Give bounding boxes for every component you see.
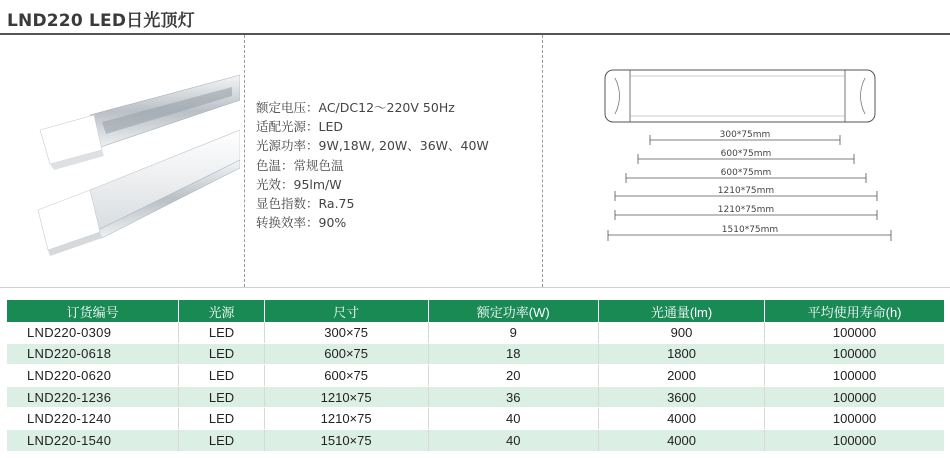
cell-light-source: LED [179,322,264,343]
cell-lumen: 4000 [598,408,764,430]
cell-light-source: LED [179,429,264,451]
spec-efficacy: 光效：95lm/W [256,176,342,192]
dim-label-600a: 600*75mm [720,149,772,159]
fixture-outline [605,70,875,122]
cell-order-no: LND220-0620 [7,365,179,387]
cell-size: 600×75 [264,343,428,365]
cell-lifetime: 100000 [765,408,944,430]
cell-light-source: LED [179,365,264,387]
section-divider [0,287,950,288]
dim-label-300: 300*75mm [719,130,771,140]
cell-light-source: LED [179,343,264,365]
cell-size: 1510×75 [264,429,428,451]
spec-list [256,98,489,232]
cell-light-source: LED [179,408,264,430]
cell-light-source: LED [179,386,264,408]
cell-lumen: 3600 [598,386,764,408]
cell-power: 18 [428,343,598,365]
cell-power: 40 [428,429,598,451]
cell-lumen: 2000 [598,365,764,387]
dim-600a [638,149,854,164]
table-header-row [7,300,944,322]
cell-size: 1210×75 [264,408,428,430]
spec-color-temp: 色温：常规色温 [256,157,344,173]
cell-lumen: 4000 [598,429,764,451]
column-divider-left [244,35,245,287]
col-header-order-no: 订货编号 [7,300,179,322]
cell-lumen: 1800 [598,343,764,365]
col-header-size: 尺寸 [264,300,428,322]
cell-lifetime: 100000 [765,322,944,343]
table-row [7,365,944,387]
title-divider [0,33,950,35]
column-divider-right [542,35,543,287]
table-row [7,408,944,430]
cell-size: 300×75 [264,322,428,343]
cell-power: 40 [428,408,598,430]
spec-cri: 显色指数：Ra.75 [256,196,355,212]
dim-1210b [615,205,877,220]
table-row [7,322,944,343]
product-table [7,300,944,452]
table-row [7,343,944,365]
dim-300 [650,130,840,145]
cell-lumen: 900 [598,322,764,343]
dim-label-1210b: 1210*75mm [717,205,775,215]
dim-600b [626,168,866,183]
dim-1210a [615,186,877,201]
page-title: LND220 LED日光顶灯 [7,11,195,31]
dim-1510 [608,225,891,241]
cell-size: 1210×75 [264,386,428,408]
dim-label-600b: 600*75mm [720,168,772,178]
cell-lifetime: 100000 [765,365,944,387]
spec-efficiency: 转换效率：90% [256,215,347,231]
table-row [7,386,944,408]
cell-order-no: LND220-1540 [7,429,179,451]
cell-order-no: LND220-1236 [7,386,179,408]
spec-power: 光源功率：9W,18W, 20W、36W、40W [256,138,489,154]
cell-power: 9 [428,322,598,343]
cell-lifetime: 100000 [765,386,944,408]
col-header-lumen: 光通量(lm) [598,300,764,322]
product-photo [20,60,240,260]
dim-label-1210a: 1210*75mm [717,186,775,196]
cell-order-no: LND220-0309 [7,322,179,343]
col-header-light-source: 光源 [179,300,264,322]
cell-order-no: LND220-1240 [7,408,179,430]
spec-light-source: 适配光源：LED [256,119,343,135]
dimension-diagram [600,60,900,260]
cell-order-no: LND220-0618 [7,343,179,365]
table-row [7,429,944,451]
cell-lifetime: 100000 [765,429,944,451]
cell-power: 20 [428,365,598,387]
col-header-power: 额定功率(W) [428,300,598,322]
spec-voltage: 额定电压：AC/DC12～220V 50Hz [256,100,455,115]
cell-size: 600×75 [264,365,428,387]
dim-label-1510: 1510*75mm [721,225,779,235]
cell-power: 36 [428,386,598,408]
col-header-lifetime: 平均使用寿命(h) [765,300,944,322]
cell-lifetime: 100000 [765,343,944,365]
